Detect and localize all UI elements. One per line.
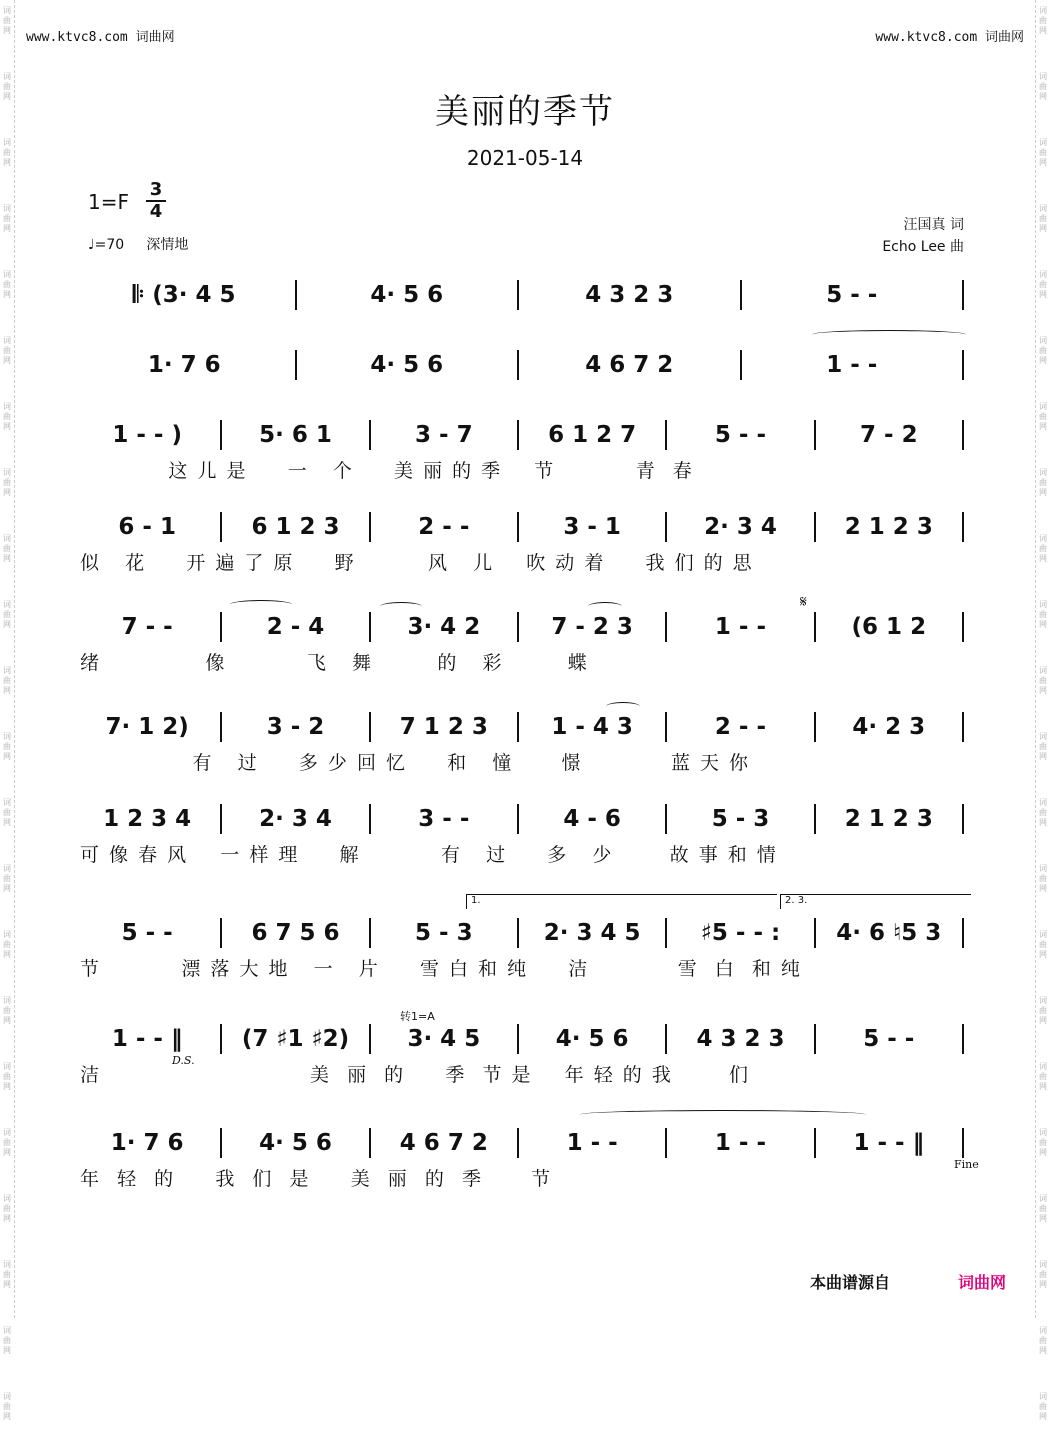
barline xyxy=(814,1128,816,1158)
measure: 7 - - xyxy=(121,614,173,640)
barline xyxy=(814,712,816,742)
side-watermark: 词 曲 网 xyxy=(3,270,11,299)
barline xyxy=(962,804,964,834)
side-watermark: 词 曲 网 xyxy=(1039,864,1047,893)
slur-line6 xyxy=(606,702,640,711)
side-watermark: 词 曲 网 xyxy=(1039,468,1047,497)
barline xyxy=(962,612,964,642)
side-watermark: 词 曲 网 xyxy=(3,1326,11,1355)
side-watermark: 词 曲 网 xyxy=(1039,72,1047,101)
watermark-right: www.ktvc8.com 词曲网 xyxy=(875,30,1024,45)
song-title: 美丽的季节 xyxy=(435,92,615,132)
barline xyxy=(517,804,519,834)
lyrics-line: 有 过 多 少 回 忆 和 憧 憬 蓝 天 你 xyxy=(80,752,751,774)
measure: 5 - 3 xyxy=(415,920,473,946)
measure: 4 3 2 3 xyxy=(696,1026,785,1052)
measure: 2· 3 4 xyxy=(259,806,332,832)
key-signature: 1=F xyxy=(88,190,129,214)
side-watermark: 词 曲 网 xyxy=(1039,666,1047,695)
measure: 1 - - ) xyxy=(112,422,182,448)
side-watermark: 词 曲 网 xyxy=(1039,1260,1047,1289)
measure: 1 - - xyxy=(714,1130,767,1156)
notation-line xyxy=(80,710,970,744)
notation-line xyxy=(80,348,970,382)
side-watermark: 词 曲 网 xyxy=(3,1392,11,1421)
measure: 2· 3 4 xyxy=(704,514,777,540)
notation-line xyxy=(80,1126,970,1160)
side-watermark: 词 曲 网 xyxy=(3,666,11,695)
tempo-marking xyxy=(88,234,188,254)
lyrics-line: 这 儿 是 一 个 美 丽 的 季 节 青 春 xyxy=(80,460,694,482)
barline xyxy=(962,712,964,742)
barline xyxy=(665,612,667,642)
lyrics-line: 似 花 开 遍 了 原 野 风 儿 吹 动 着 我 们 的 思 xyxy=(80,552,754,574)
barline xyxy=(740,280,742,310)
side-watermark: 词 曲 网 xyxy=(3,1062,11,1091)
watermark-left: www.ktvc8.com 词曲网 xyxy=(26,30,175,45)
measure: 2· 3 4 5 xyxy=(543,920,641,946)
barline xyxy=(369,918,371,948)
notation-line xyxy=(80,610,970,644)
notation-line xyxy=(80,418,970,452)
side-watermark: 词 曲 网 xyxy=(1039,1062,1047,1091)
side-watermark: 词 曲 网 xyxy=(3,798,11,827)
barline xyxy=(665,1128,667,1158)
notation-line xyxy=(80,278,970,312)
side-watermark: 词 曲 网 xyxy=(1039,1392,1047,1421)
barline xyxy=(220,1128,222,1158)
side-watermark: 词 曲 网 xyxy=(1039,732,1047,761)
side-watermark: 词 曲 网 xyxy=(1039,336,1047,365)
footer-brand[interactable]: 词曲网 xyxy=(958,1273,1007,1292)
left-watermark-strip xyxy=(0,0,15,1421)
barline xyxy=(517,512,519,542)
side-watermark: 词 曲 网 xyxy=(3,336,11,365)
side-watermark: 词 曲 网 xyxy=(3,996,11,1025)
side-watermark: 词 曲 网 xyxy=(1039,138,1047,167)
measure: 4 6 7 2 xyxy=(399,1130,488,1156)
measure: 7 - 2 xyxy=(860,422,918,448)
side-watermark: 词 曲 网 xyxy=(1039,1194,1047,1223)
measure: 5 - - xyxy=(826,282,878,308)
measure: 7 1 2 3 xyxy=(399,714,488,740)
measure: 3· 4 5 xyxy=(407,1026,481,1052)
side-watermark: 词 曲 网 xyxy=(3,930,11,959)
barline xyxy=(665,420,667,450)
barline xyxy=(220,420,222,450)
side-watermark: 词 曲 网 xyxy=(3,204,11,233)
barline xyxy=(369,804,371,834)
measure: 5 - 3 xyxy=(711,806,770,832)
lyricist-credit: 汪国真 词 xyxy=(903,217,964,233)
segno-sign: 𝄋 xyxy=(800,592,807,611)
lyrics-line: 年 轻 的 我 们 是 美 丽 的 季 节 xyxy=(80,1168,553,1190)
lyrics-line: 洁 美 丽 的 季 节 是 年 轻 的 我 们 xyxy=(80,1064,751,1086)
slur-line5a xyxy=(230,600,292,609)
notation-line xyxy=(80,1022,970,1056)
side-watermark: 词 曲 网 xyxy=(3,1128,11,1157)
measure: 3 - 1 xyxy=(563,514,621,540)
barline xyxy=(517,918,519,948)
volta-1: 1. xyxy=(466,894,777,909)
tie-line2 xyxy=(812,330,966,339)
barline xyxy=(814,512,816,542)
barline xyxy=(369,612,371,642)
side-watermark: 词 曲 网 xyxy=(3,468,11,497)
fine-marking: Fine xyxy=(954,1158,979,1171)
measure: 1· 7 6 xyxy=(147,352,221,378)
barline xyxy=(220,612,222,642)
measure: 2 - - xyxy=(714,714,767,740)
side-watermark: 词 曲 网 xyxy=(1039,1326,1047,1355)
side-watermark: 词 曲 网 xyxy=(1039,930,1047,959)
barline xyxy=(517,712,519,742)
side-watermark: 词 曲 网 xyxy=(1039,270,1047,299)
measure: 4· 5 6 xyxy=(555,1026,629,1052)
slur-line5c xyxy=(588,602,622,611)
barline xyxy=(220,804,222,834)
side-watermark: 词 曲 网 xyxy=(1039,798,1047,827)
measure: 2 1 2 3 xyxy=(844,806,933,832)
measure: 4· 5 6 xyxy=(370,282,444,308)
measure: 6 1 2 3 xyxy=(251,514,340,540)
barline xyxy=(517,350,519,380)
barline xyxy=(517,612,519,642)
measure: 𝄆 (3· 4 5 xyxy=(133,282,236,308)
barline xyxy=(962,918,964,948)
barline xyxy=(369,1024,371,1054)
barline xyxy=(665,918,667,948)
lyrics-line: 可 像 春 风 一 样 理 解 有 过 多 少 故 事 和 情 xyxy=(80,844,778,866)
side-watermark: 词 曲 网 xyxy=(3,6,11,35)
volta-2-3: 2. 3. xyxy=(780,894,971,909)
measure: 7 - 2 3 xyxy=(551,614,633,640)
time-signature-top: 3 xyxy=(149,179,163,200)
side-watermark: 词 曲 网 xyxy=(3,1194,11,1223)
measure: 1 - - xyxy=(566,1130,618,1156)
side-watermark: 词 曲 网 xyxy=(1039,996,1047,1025)
barline xyxy=(962,350,964,380)
notation-line xyxy=(80,510,970,544)
tempo-value: ♩=70 xyxy=(88,237,125,253)
measure: 5 - - xyxy=(121,920,173,946)
measure: 1 - - ‖ xyxy=(853,1130,925,1156)
measure: 7· 1 2) xyxy=(105,714,189,740)
measure: 4· 5 6 xyxy=(259,1130,332,1156)
measure: 2 - - xyxy=(418,514,470,540)
barline xyxy=(665,712,667,742)
barline xyxy=(517,1128,519,1158)
measure: 6 1 2 7 xyxy=(548,422,637,448)
barline xyxy=(295,280,297,310)
measure: 5 - - xyxy=(714,422,767,448)
measure: 1 - - xyxy=(826,352,878,378)
measure: 1 - 4 3 xyxy=(551,714,633,740)
side-watermark: 词 曲 网 xyxy=(3,600,11,629)
right-watermark-strip xyxy=(1035,0,1050,1421)
barline xyxy=(369,1128,371,1158)
barline xyxy=(814,804,816,834)
barline xyxy=(814,1024,816,1054)
modulation-marking: 转1=A xyxy=(400,1010,435,1023)
side-watermark: 词 曲 网 xyxy=(1039,6,1047,35)
measure: (6 1 2 xyxy=(851,614,927,640)
measure: 4· 5 6 xyxy=(370,352,444,378)
barline xyxy=(220,918,222,948)
barline xyxy=(369,420,371,450)
measure: 3 - 2 xyxy=(266,714,325,740)
barline xyxy=(740,350,742,380)
time-signature xyxy=(146,180,166,222)
measure: 4· 6 ♮5 3 xyxy=(836,920,942,946)
notation-line xyxy=(80,916,970,950)
side-watermark: 词 曲 网 xyxy=(3,732,11,761)
barline xyxy=(962,1024,964,1054)
side-watermark: 词 曲 网 xyxy=(1039,1128,1047,1157)
barline xyxy=(369,712,371,742)
slur-line5b xyxy=(380,602,422,611)
barline xyxy=(665,512,667,542)
barline xyxy=(814,612,816,642)
lyrics-line: 节 漂 落 大 地 一 片 雪 白 和 纯 洁 雪 白 和 纯 xyxy=(80,958,802,980)
measure: 3· 4 2 xyxy=(407,614,481,640)
measure: 4 3 2 3 xyxy=(585,282,674,308)
tie-line10 xyxy=(580,1110,866,1119)
barline xyxy=(665,1024,667,1054)
side-watermark: 词 曲 网 xyxy=(3,1260,11,1289)
composer-credit: Echo Lee 曲 xyxy=(882,239,964,255)
notation-line xyxy=(80,802,970,836)
barline xyxy=(814,918,816,948)
time-signature-bottom: 4 xyxy=(149,201,163,222)
side-watermark: 词 曲 网 xyxy=(1039,534,1047,563)
barline xyxy=(962,420,964,450)
barline xyxy=(814,420,816,450)
barline xyxy=(220,1024,222,1054)
ds-marking: D.S. xyxy=(172,1054,195,1067)
barline xyxy=(962,512,964,542)
barline xyxy=(517,420,519,450)
measure: 2 1 2 3 xyxy=(844,514,933,540)
barline xyxy=(220,512,222,542)
footer-source: 本曲谱源自 xyxy=(810,1273,891,1292)
barline xyxy=(962,280,964,310)
measure: 4 6 7 2 xyxy=(585,352,674,378)
barline xyxy=(962,1128,964,1158)
measure: 5· 6 1 xyxy=(259,422,332,448)
measure: 1 2 3 4 xyxy=(103,806,192,832)
side-watermark: 词 曲 网 xyxy=(3,534,11,563)
barline xyxy=(517,280,519,310)
measure: 1 - - ‖ xyxy=(111,1026,183,1052)
measure: (7 ♯1 ♯2) xyxy=(241,1026,350,1052)
barline xyxy=(295,350,297,380)
barline xyxy=(517,1024,519,1054)
side-watermark: 词 曲 网 xyxy=(3,402,11,431)
side-watermark: 词 曲 网 xyxy=(1039,402,1047,431)
measure: 3 - 7 xyxy=(415,422,473,448)
measure: 6 - 1 xyxy=(118,514,176,540)
barline xyxy=(220,712,222,742)
measure: 6 7 5 6 xyxy=(251,920,340,946)
measure: 1 - - xyxy=(714,614,767,640)
barline xyxy=(665,804,667,834)
expression-marking: 深情地 xyxy=(146,237,189,253)
measure: 5 - - xyxy=(863,1026,915,1052)
measure: 2 - 4 xyxy=(266,614,325,640)
side-watermark: 词 曲 网 xyxy=(1039,204,1047,233)
side-watermark: 词 曲 网 xyxy=(1039,600,1047,629)
score-date: 2021-05-14 xyxy=(466,146,584,170)
measure: 4 - 6 xyxy=(563,806,621,832)
side-watermark: 词 曲 网 xyxy=(3,138,11,167)
side-watermark: 词 曲 网 xyxy=(3,72,11,101)
barline xyxy=(369,512,371,542)
measure: 3 - - xyxy=(418,806,470,832)
side-watermark: 词 曲 网 xyxy=(3,864,11,893)
measure: 4· 2 3 xyxy=(852,714,926,740)
measure: ♯5 - - : xyxy=(700,920,781,946)
measure: 1· 7 6 xyxy=(110,1130,184,1156)
lyrics-line: 绪 像 飞 舞 的 彩 蝶 xyxy=(80,652,589,674)
